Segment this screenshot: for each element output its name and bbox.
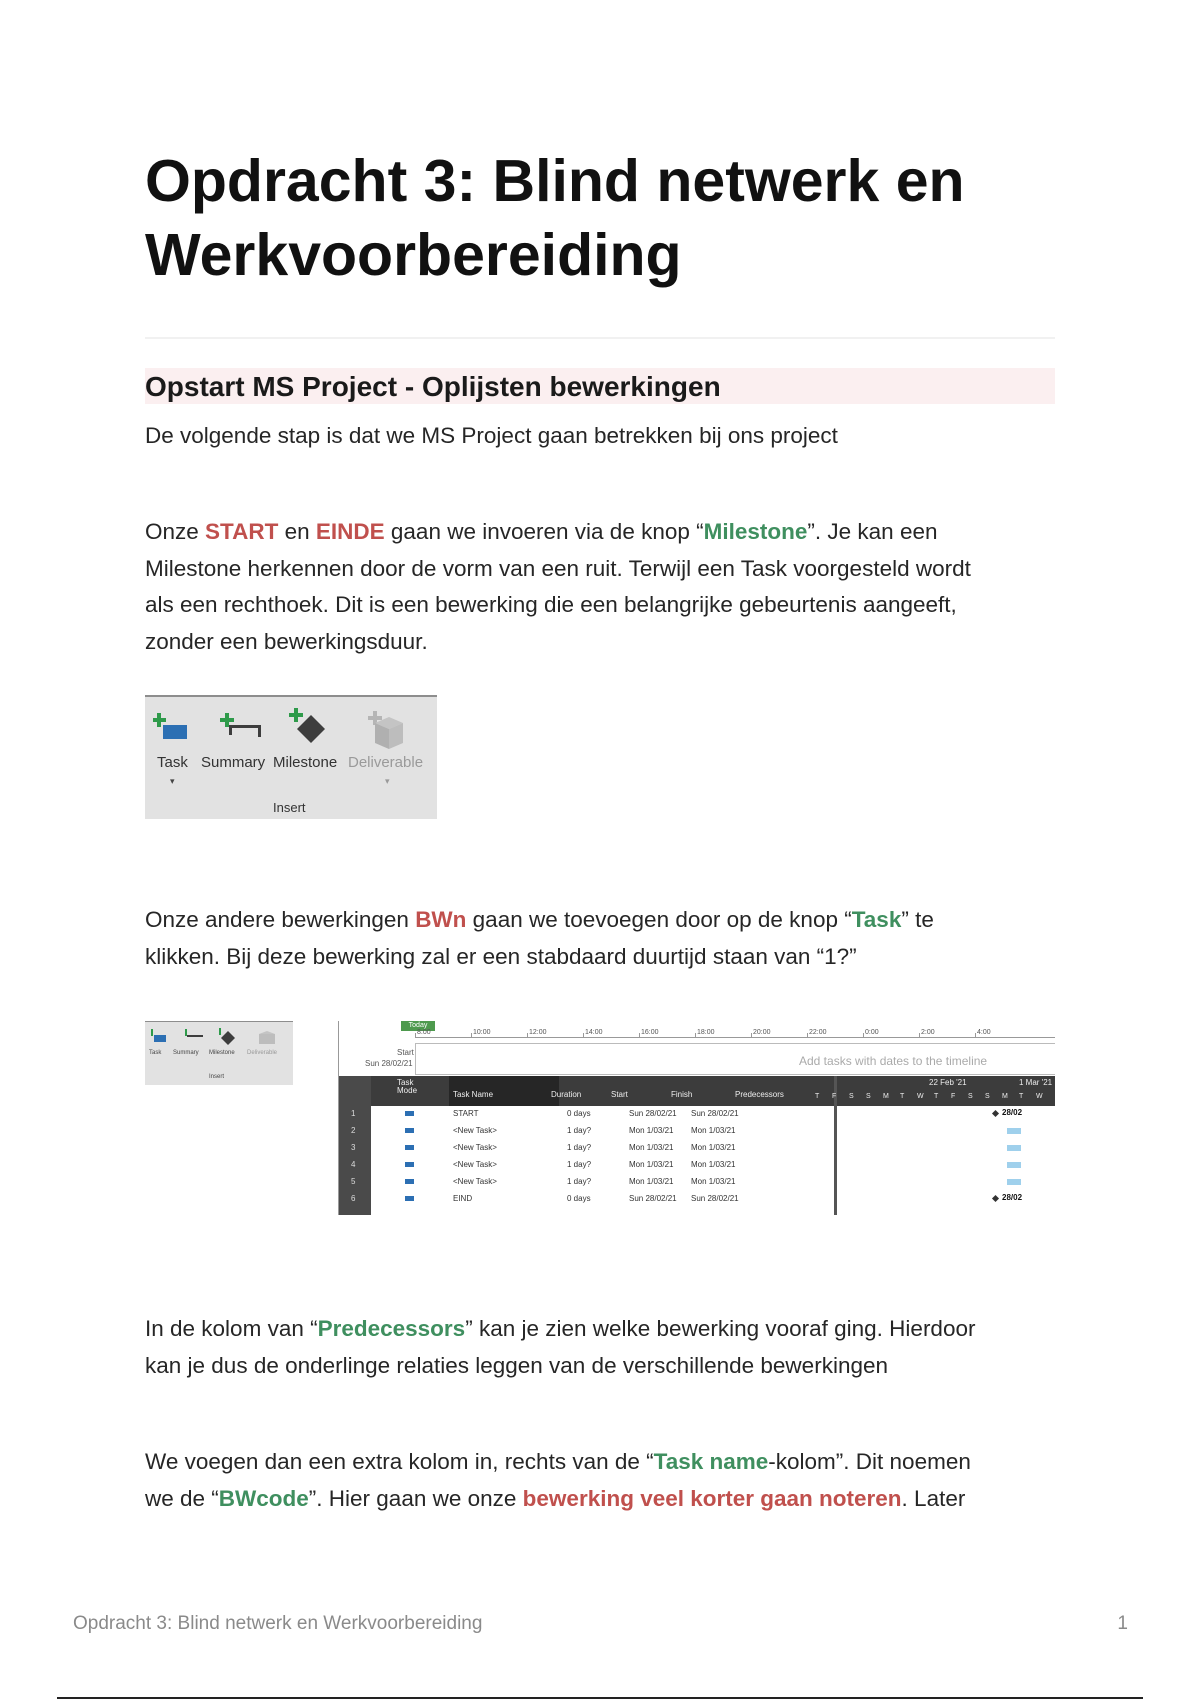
milestone-date-label: 28/02 — [1002, 1108, 1023, 1117]
milestone-icon — [289, 708, 325, 743]
bwcode-paragraph: We voegen dan een extra kolom in, rechts van de “Task name-kolom”. Dit noemen we de “BWcode”. Hier gaan we onze bewerking veel korter gaan noteren. Later — [145, 1449, 971, 1511]
day-header: S — [968, 1093, 973, 1100]
taskname-keyword: Task name — [653, 1449, 769, 1474]
shorter-notation-keyword: bewerking veel korter gaan noteren — [522, 1485, 902, 1511]
task-name-cell: <New Task> — [453, 1177, 497, 1186]
timeline-tick — [975, 1033, 976, 1038]
finish-cell: Sun 28/02/21 — [691, 1109, 739, 1118]
timeline-tick — [471, 1033, 472, 1038]
column-header: Finish — [671, 1090, 693, 1099]
row-number: 4 — [351, 1160, 356, 1169]
timeline-start-date: Sun 28/02/21 — [365, 1059, 413, 1068]
start-cell: Mon 1/03/21 — [629, 1126, 674, 1135]
duration-cell: 1 day? — [567, 1177, 592, 1186]
finish-cell: Mon 1/03/21 — [691, 1143, 736, 1152]
deliverable-dropdown-icon[interactable]: ▾ — [385, 776, 390, 786]
column-header: Predecessors — [735, 1090, 784, 1099]
predecessors-paragraph: In de kolom van “Predecessors” kan je zien welke bewerking vooraf ging. Hierdoor kan je dus de onderlinge relaties leggen van de verschillende bewerkingen — [145, 1316, 976, 1378]
timeline-tick-label: 22:00 — [809, 1029, 827, 1036]
day-header: M — [1002, 1093, 1008, 1100]
row-number: 5 — [351, 1177, 356, 1186]
finish-cell: Mon 1/03/21 — [691, 1126, 736, 1135]
ribbon-icons — [153, 705, 433, 755]
task-keyword: Task — [851, 907, 902, 932]
task-bar — [1007, 1128, 1021, 1134]
week1-label: 22 Feb '21 — [929, 1078, 967, 1087]
row-number: 2 — [351, 1126, 356, 1135]
task-mode-icon — [405, 1196, 414, 1201]
ribbon-milestone-button[interactable]: Milestone — [273, 754, 338, 771]
ribbon-deliverable-button[interactable]: Deliverable — [348, 754, 424, 771]
timeline-tick-label: 16:00 — [641, 1029, 659, 1036]
timeline-tick — [807, 1033, 808, 1038]
timeline-tick — [863, 1033, 864, 1038]
milestone-keyword: Milestone — [703, 519, 808, 544]
timeline-tick — [527, 1033, 528, 1038]
thumb-milestone-label: Milestone — [209, 1050, 235, 1056]
day-header: M — [883, 1093, 889, 1100]
einde-keyword: EINDE — [315, 519, 385, 544]
title-line-2: Werkvoorbereiding — [145, 222, 682, 288]
day-header: T — [815, 1093, 820, 1100]
day-header: T — [1019, 1093, 1024, 1100]
row-number: 1 — [351, 1109, 356, 1118]
start-cell: Sun 28/02/21 — [629, 1194, 677, 1203]
task-paragraph: Onze andere bewerkingen BWn gaan we toevoegen door op de knop “Task” te klikken. Bij deze bewerking zal er een stabdaard duurtijd staan van “1?” — [145, 907, 934, 969]
timeline-tick — [583, 1033, 584, 1038]
ribbon-insert-group — [145, 695, 437, 819]
deliverable-icon — [368, 711, 403, 749]
timeline-hint: Add tasks with dates to the timeline — [799, 1054, 988, 1068]
duration-cell: 1 day? — [567, 1126, 592, 1135]
timeline-tick — [919, 1033, 920, 1038]
day-header: W — [1036, 1093, 1043, 1100]
day-header: F — [832, 1093, 837, 1100]
day-header: S — [849, 1093, 854, 1100]
row-number: 6 — [351, 1194, 356, 1203]
ribbon-thumbnail — [145, 1021, 293, 1085]
start-cell: Mon 1/03/21 — [629, 1143, 674, 1152]
footer-title: Opdracht 3: Blind netwerk en Werkvoorbereiding — [73, 1613, 483, 1634]
day-header: S — [985, 1093, 990, 1100]
duration-cell: 0 days — [567, 1109, 591, 1118]
task-name-cell: <New Task> — [453, 1160, 497, 1169]
task-name-cell: START — [453, 1109, 479, 1118]
ribbon-summary-button[interactable]: Summary — [201, 754, 266, 771]
task-bar — [1007, 1162, 1021, 1168]
task-mode-icon — [405, 1128, 414, 1133]
start-cell: Mon 1/03/21 — [629, 1160, 674, 1169]
thumb-summary-label: Summary — [173, 1050, 199, 1056]
day-header: T — [934, 1093, 939, 1100]
task-mode-icon — [405, 1179, 414, 1184]
start-keyword: START — [205, 519, 279, 544]
gantt-screenshot — [338, 1021, 1055, 1215]
title-line-1: Opdracht 3: Blind netwerk en — [145, 148, 965, 214]
ribbon-thumbnail-icons — [149, 1026, 289, 1048]
ribbon-group-label: Insert — [273, 800, 306, 815]
intro-paragraph: De volgende stap is dat we MS Project gaan betrekken bij ons project — [145, 423, 838, 448]
task-mode-icon — [405, 1145, 414, 1150]
task-name-cell: <New Task> — [453, 1143, 497, 1152]
timeline-tick — [695, 1033, 696, 1038]
start-cell: Sun 28/02/21 — [629, 1109, 677, 1118]
timeline-tick — [639, 1033, 640, 1038]
timeline-tick — [751, 1033, 752, 1038]
timeline-tick-label: 20:00 — [753, 1029, 771, 1036]
task-icon — [153, 713, 187, 739]
task-name-cell: EIND — [453, 1194, 473, 1203]
task-mode-icon — [405, 1162, 414, 1167]
timeline-tick — [415, 1033, 416, 1038]
column-header: Task Name — [453, 1090, 494, 1099]
finish-cell: Mon 1/03/21 — [691, 1160, 736, 1169]
row-number: 3 — [351, 1143, 356, 1152]
start-cell: Mon 1/03/21 — [629, 1177, 674, 1186]
day-header: W — [917, 1093, 924, 1100]
footer-line — [57, 1697, 1143, 1699]
day-header: T — [900, 1093, 905, 1100]
timeline-tick-label: 8:00 — [417, 1029, 431, 1036]
week2-label: 1 Mar '21 — [1019, 1078, 1053, 1087]
finish-cell: Sun 28/02/21 — [691, 1194, 739, 1203]
duration-cell: 0 days — [567, 1194, 591, 1203]
page-title — [145, 144, 965, 292]
timeline-tick-label: 10:00 — [473, 1029, 491, 1036]
duration-cell: 1 day? — [567, 1143, 592, 1152]
task-bar — [1007, 1145, 1021, 1151]
milestone-paragraph: Onze START en EINDE gaan we invoeren via de knop “Milestone”. Je kan een Milestone herkennen door de vorm van een ruit. Terwijl een Task voorgesteld wordt als een rechthoek. Dit is een bewerking die een belangrijke gebeurtenis aangeeft, zonder een bewerkingsduur. — [145, 519, 971, 654]
bwcode-keyword: BWcode — [218, 1485, 309, 1511]
footer-page-number: 1 — [1117, 1613, 1128, 1634]
bwn-keyword: BWn — [415, 907, 467, 932]
timeline-tick-label: 0:00 — [865, 1029, 879, 1036]
divider — [145, 337, 1055, 339]
timeline-tick-label: 18:00 — [697, 1029, 715, 1036]
ribbon-task-button[interactable]: Task — [157, 754, 188, 771]
day-header: F — [951, 1093, 956, 1100]
column-header: Start — [611, 1090, 628, 1099]
timeline-tick-label: 2:00 — [921, 1029, 935, 1036]
milestone-date-label: 28/02 — [1002, 1193, 1023, 1202]
task-mode-icon — [405, 1111, 414, 1116]
timeline-tick-label: 4:00 — [977, 1029, 991, 1036]
section-heading: Opstart MS Project - Oplijsten bewerkingen — [145, 371, 721, 402]
summary-icon — [220, 713, 261, 737]
timeline-axis — [415, 1037, 1055, 1038]
task-name-cell: <New Task> — [453, 1126, 497, 1135]
timeline-tick-label: 14:00 — [585, 1029, 603, 1036]
thumb-task-label: Task — [149, 1050, 162, 1056]
column-header: Task Mode — [397, 1078, 418, 1095]
thumb-group-label: Insert — [209, 1074, 225, 1080]
today-marker: Today — [401, 1021, 435, 1031]
finish-cell: Mon 1/03/21 — [691, 1177, 736, 1186]
task-dropdown-icon[interactable]: ▾ — [170, 776, 175, 786]
thumb-deliverable-label: Deliverable — [247, 1050, 278, 1056]
timeline-start-label: Start — [397, 1048, 414, 1057]
timeline-tick-label: 12:00 — [529, 1029, 547, 1036]
duration-cell: 1 day? — [567, 1160, 592, 1169]
predecessors-keyword: Predecessors — [317, 1316, 466, 1341]
day-header: S — [866, 1093, 871, 1100]
column-header: Duration — [551, 1090, 582, 1099]
task-bar — [1007, 1179, 1021, 1185]
